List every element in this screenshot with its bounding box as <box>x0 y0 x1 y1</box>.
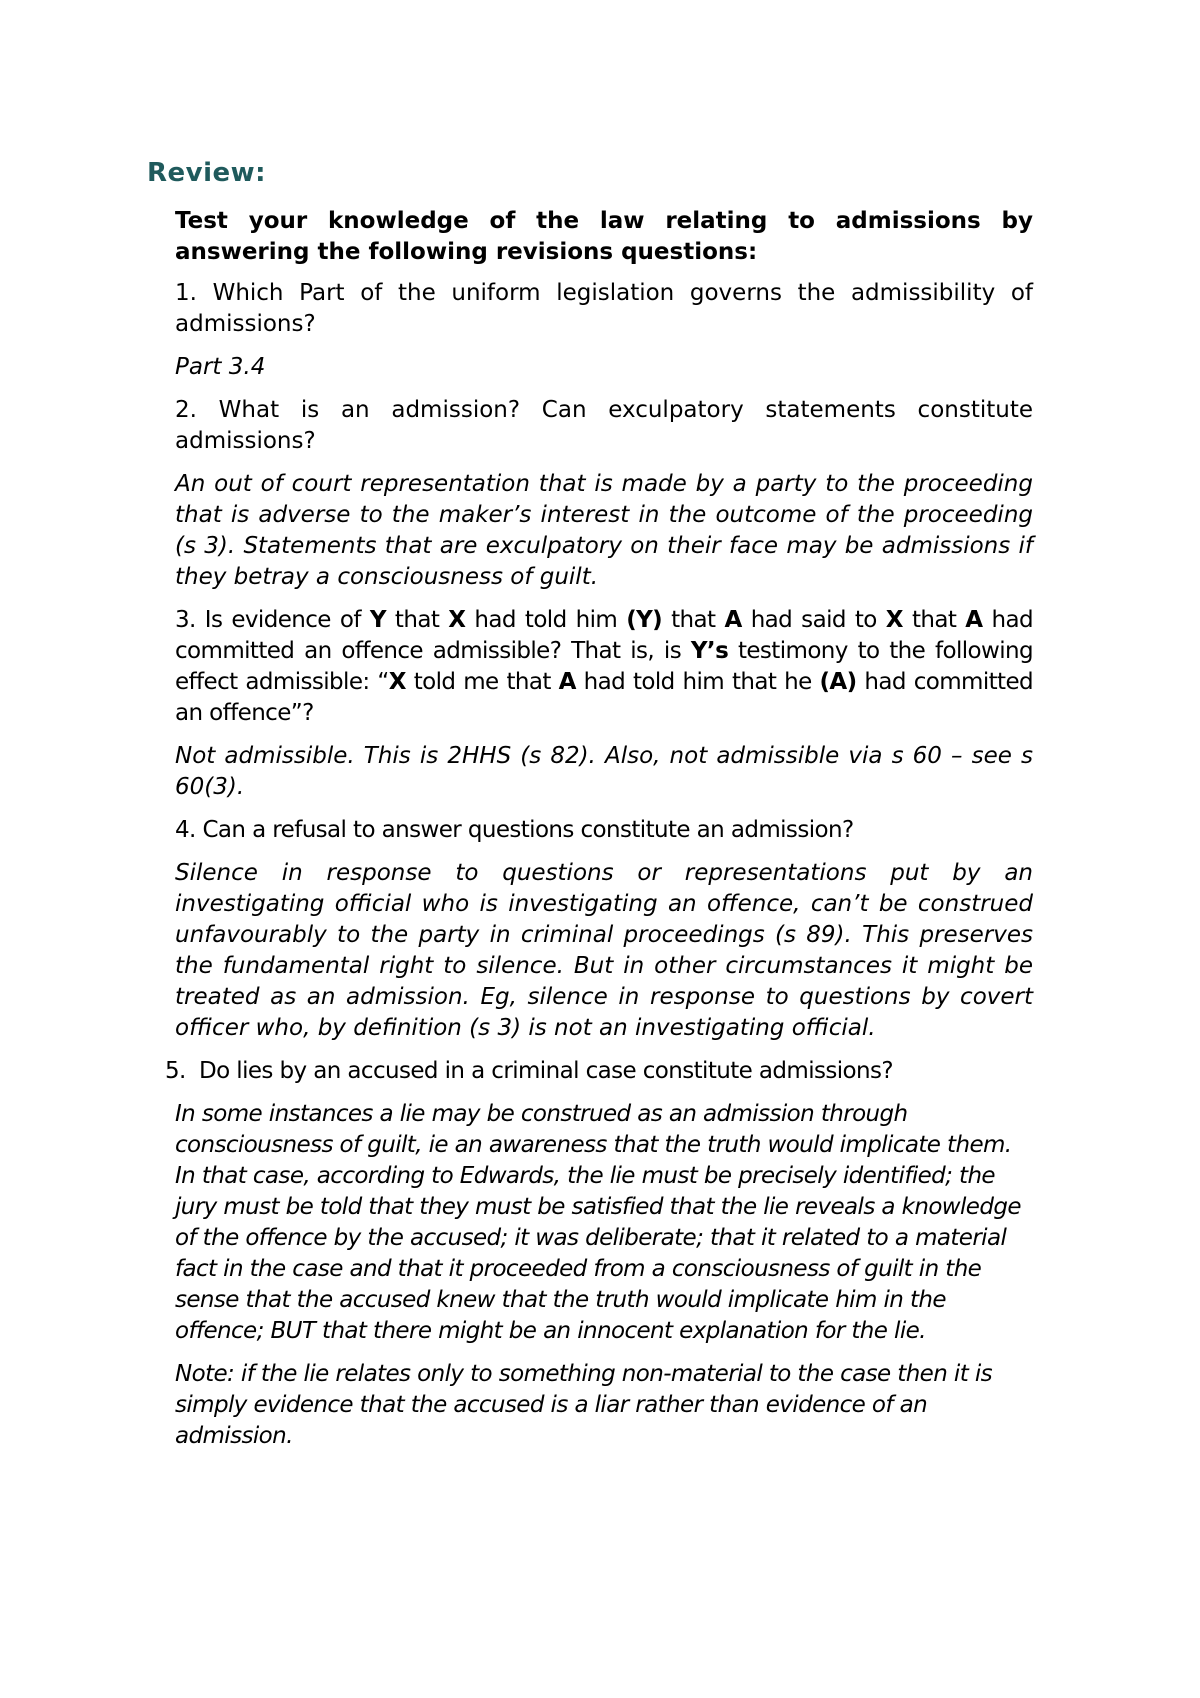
question-5-number: 5. <box>165 1058 186 1084</box>
answer-5: In some instances a lie may be construed as an admission through consciousness of guilt, ie an awareness that the truth would implicate them. In that case, according to Edwards, the lie must be precisely identified; the jury must be told that they must be satisfied that the lie reveals a knowledge of the offence by the accused; it was deliberate; that it related to a material fact in the case and that it proceeded from a consciousness of guilt in the sense that the accused knew that the truth would implicate him in the offence; BUT that there might be an innocent explanation for the lie. <box>175 1101 1021 1344</box>
question-2: 2. What is an admission? Can exculpatory statements constitute admissions? <box>175 397 1033 454</box>
answer-5-note: Note: if the lie relates only to something non-material to the case then it is simply evidence that the accused is a liar rather than evidence of an admission. <box>175 1361 993 1449</box>
question-3: 3. Is evidence of Y that X had told him (Y) that A had said to X that A had committed an offence admissible? That is, is Y’s testimony to the following effect admissible: “X told me that A had told him that he (A) had committed an offence”? <box>175 607 1033 726</box>
question-5 <box>165 1056 1033 1087</box>
intro-text: Test your knowledge of the law relating to admissions by answering the following revisions questions: <box>175 208 1033 265</box>
review-content <box>165 206 1033 1464</box>
question-1: 1. Which Part of the uniform legislation governs the admissibility of admissions? <box>175 280 1033 337</box>
answer-1: Part 3.4 <box>175 354 266 380</box>
review-heading: Review: <box>147 158 267 188</box>
answer-2: An out of court representation that is made by a party to the proceeding that is adverse to the maker’s interest in the outcome of the proceeding (s 3). Statements that are exculpatory on their face may be admissions if they betray a consciousness of guilt. <box>175 471 1033 590</box>
question-5-text: Do lies by an accused in a criminal case constitute admissions? <box>199 1058 894 1084</box>
answer-3: Not admissible. This is 2HHS (s 82). Also, not admissible via s 60 – see s 60(3). <box>175 743 1033 800</box>
question-4: 4. Can a refusal to answer questions constitute an admission? <box>175 817 854 843</box>
answer-4: Silence in response to questions or representations put by an investigating official who is investigating an offence, can’t be construed unfavourably to the party in criminal proceedings (s 89). This preserves the fundamental right to silence. But in other circumstances it might be treated as an admission. Eg, silence in response to questions by covert officer who, by definition (s 3) is not an investigating official. <box>175 860 1033 1041</box>
